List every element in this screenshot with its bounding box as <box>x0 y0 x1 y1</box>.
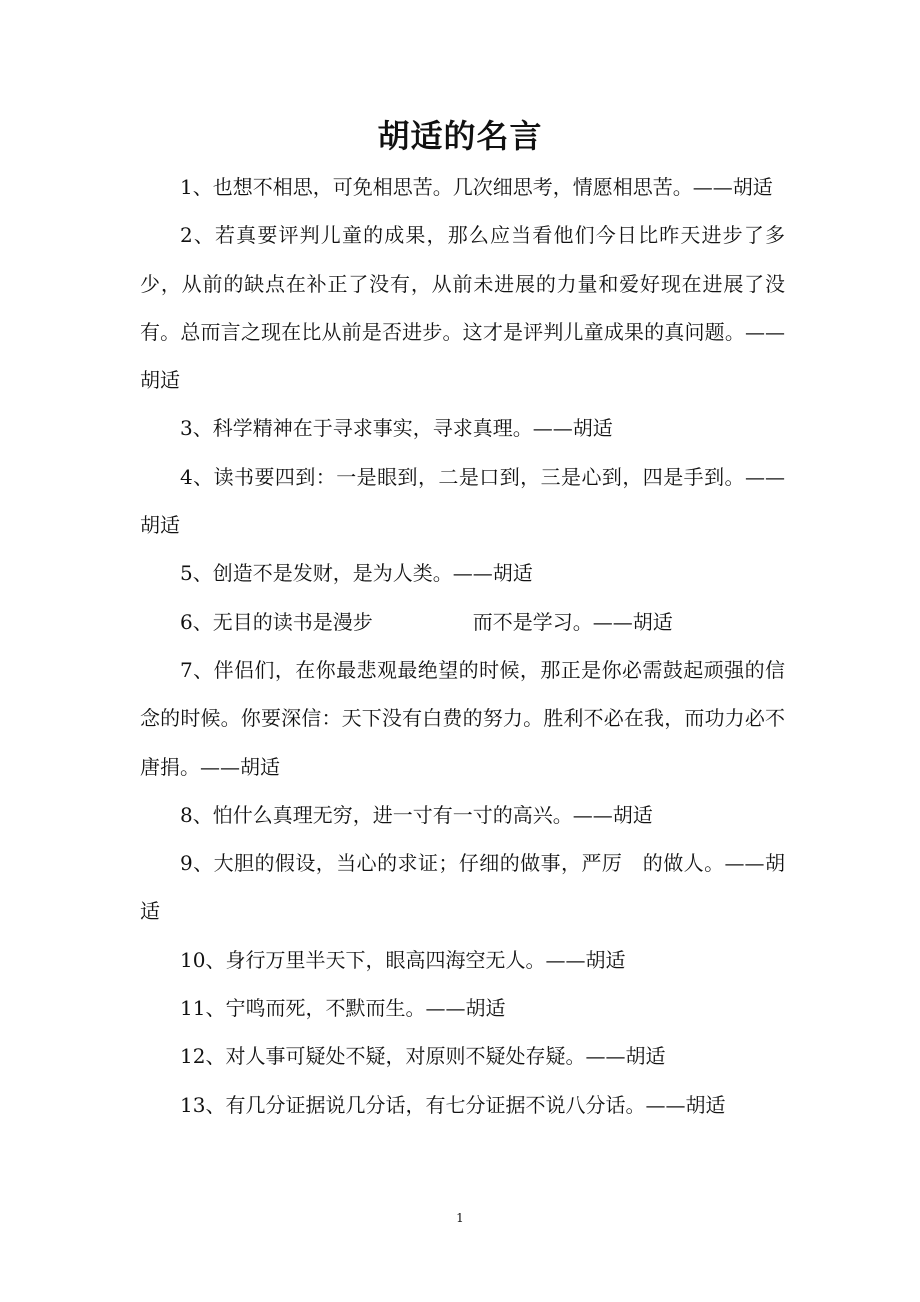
quote-paragraph-12: 12、对人事可疑处不疑，对原则不疑处存疑。——胡适 <box>180 1044 666 1069</box>
quote-paragraph-13: 13、有几分证据说几分话，有七分证据不说八分话。——胡适 <box>180 1092 726 1117</box>
quote-paragraph-1: 1、也想不相思，可免相思苦。几次细思考，情愿相思苦。——胡适 <box>180 175 773 199</box>
quote-paragraph-2: 2、若真要评判儿童的成果，那么应当看他们今日比昨天进步了多少，从前的缺点在补正了没有，从前未进展的力量和爱好现在进展了没有。总而言之现在比从前是否进步。这才是评判儿童成果的真问题。——胡适 <box>140 223 785 393</box>
quote-paragraph-4: 4、读书要四到：一是眼到，二是口到，三是心到，四是手到。——胡适 <box>140 464 785 538</box>
quote-paragraph-8: 8、怕什么真理无穷，进一寸有一寸的高兴。——胡适 <box>180 802 653 827</box>
quote-paragraph-9: 9、大胆的假设，当心的求证；仔细的做事，严厉 的做人。——胡适 <box>140 851 785 924</box>
quote-paragraph-10: 10、身行万里半天下，眼高四海空无人。——胡适 <box>180 947 626 972</box>
document-body <box>140 163 785 1129</box>
page-number: 1 <box>456 1211 464 1225</box>
quote-paragraph-11: 11、宁鸣而死，不默而生。——胡适 <box>180 996 506 1021</box>
quote-paragraph-3: 3、科学精神在于寻求事实，寻求真理。——胡适 <box>180 416 613 441</box>
quote-paragraph-5: 5、创造不是发财，是为人类。——胡适 <box>180 561 533 586</box>
page-title: 胡适的名言 <box>377 117 543 155</box>
quote-paragraph-7: 7、伴侣们，在你最悲观最绝望的时候，那正是你必需鼓起顽强的信念的时候。你要深信：天下没有白费的努力。胜利不必在我，而功力必不唐捐。——胡适 <box>140 657 785 779</box>
quote-paragraph-6: 6、无目的读书是漫步 而不是学习。——胡适 <box>180 609 673 634</box>
